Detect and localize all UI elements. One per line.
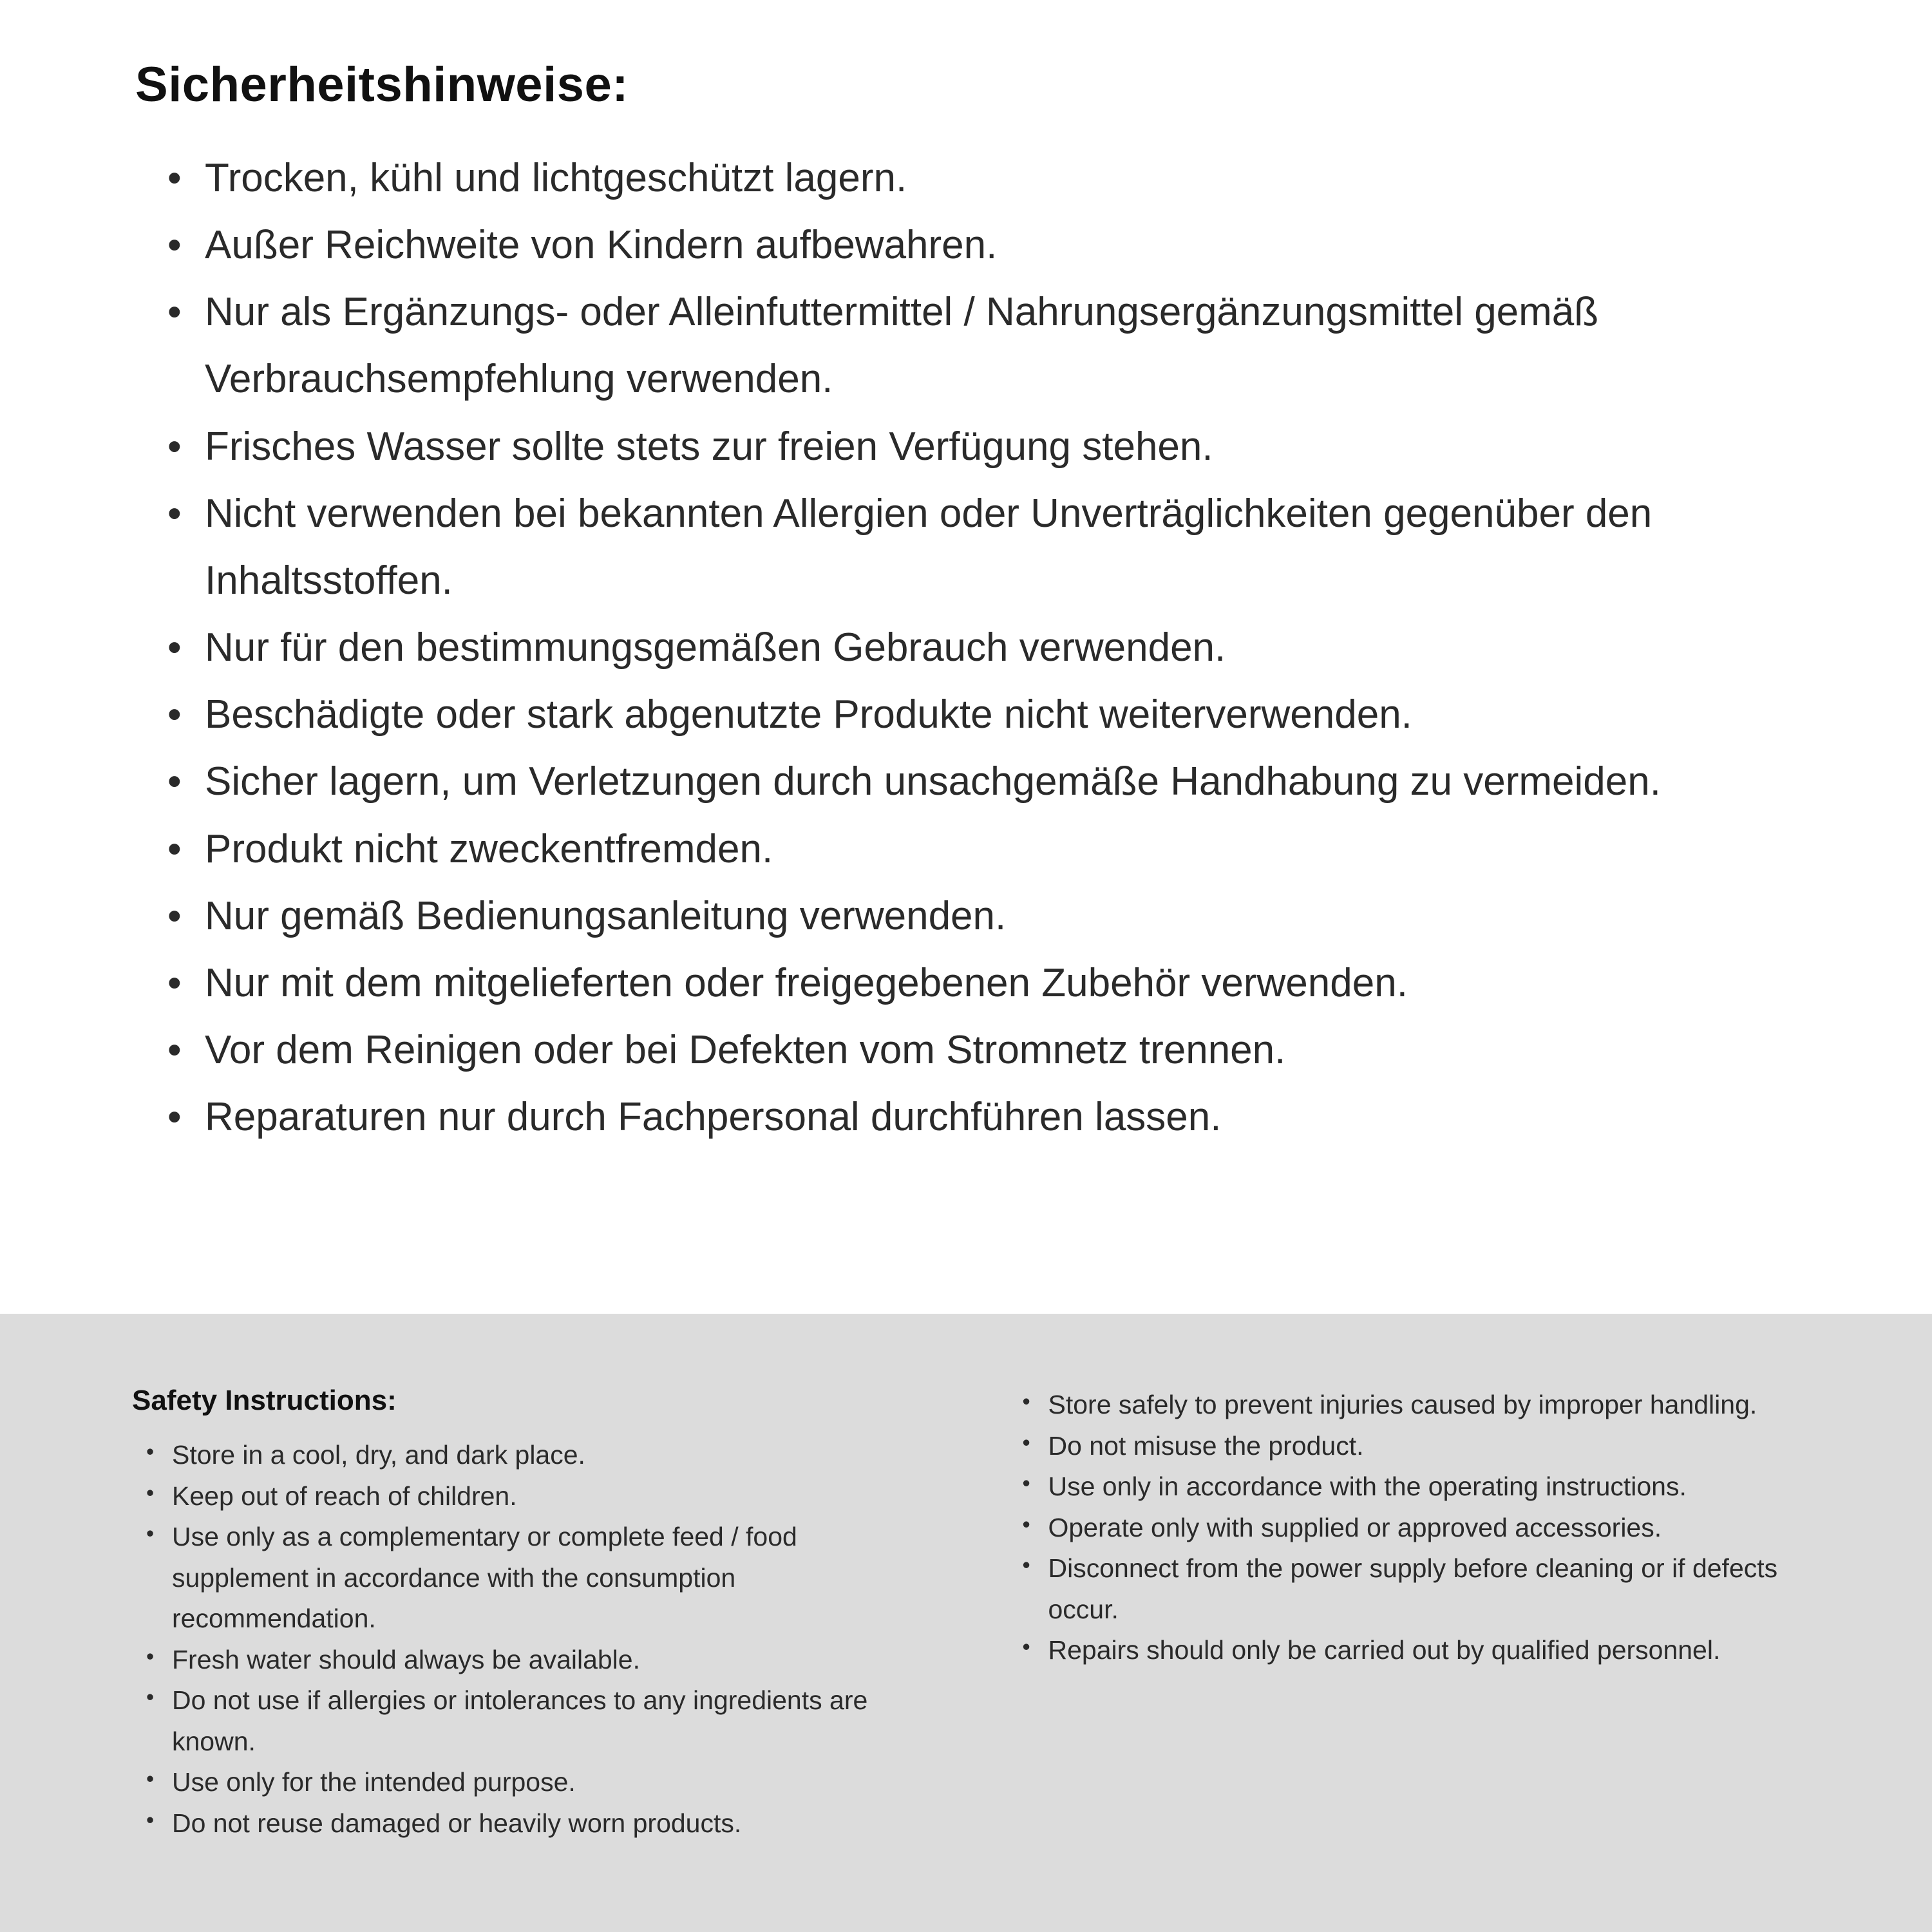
list-item: • Keep out of reach of children. (146, 1476, 939, 1517)
list-item: • Do not misuse the product. (1023, 1426, 1830, 1467)
list-item: • Produkt nicht zweckentfremden. (167, 816, 1855, 883)
list-item: • Disconnect from the power supply before cleaning or if defects occur. (1023, 1548, 1830, 1630)
list-item: • Sicher lagern, um Verletzungen durch unsachgemäße Handhabung zu vermeiden. (167, 748, 1855, 815)
list-item: • Operate only with supplied or approved accessories. (1023, 1508, 1830, 1549)
english-safety-section (0, 1314, 1932, 1932)
list-item: • Nur mit dem mitgelieferten oder freigegebenen Zubehör verwenden. (167, 950, 1855, 1017)
list-item: • Vor dem Reinigen oder bei Defekten vom Stromnetz trennen. (167, 1017, 1855, 1084)
english-safety-list-right (1023, 1385, 1830, 1671)
list-item: • Nicht verwenden bei bekannten Allergien oder Unverträglichkeiten gegenüber den Inhaltsstoffen. (167, 480, 1855, 614)
list-item: • Store safely to prevent injuries caused by improper handling. (1023, 1385, 1830, 1426)
list-item: • Außer Reichweite von Kindern aufbewahren. (167, 212, 1855, 279)
list-item: • Nur als Ergänzungs- oder Alleinfuttermittel / Nahrungsergänzungsmittel gemäß Verbrauchsempfehlung verwenden. (167, 279, 1855, 413)
german-heading: Sicherheitshinweise: (135, 57, 629, 112)
list-item: • Use only in accordance with the operating instructions. (1023, 1466, 1830, 1508)
list-item: • Fresh water should always be available. (146, 1640, 939, 1681)
list-item: • Frisches Wasser sollte stets zur freien Verfügung stehen. (167, 413, 1855, 480)
list-item: • Nur für den bestimmungsgemäßen Gebrauch verwenden. (167, 614, 1855, 681)
list-item: • Beschädigte oder stark abgenutzte Produkte nicht weiterverwenden. (167, 681, 1855, 748)
list-item: • Use only for the intended purpose. (146, 1762, 939, 1803)
list-item: • Use only as a complementary or complete feed / food supplement in accordance with the consumption recommendation. (146, 1517, 939, 1640)
list-item: • Repairs should only be carried out by qualified personnel. (1023, 1630, 1830, 1671)
english-right-column (1023, 1385, 1830, 1893)
english-left-column (132, 1385, 939, 1893)
list-item: • Do not reuse damaged or heavily worn products. (146, 1803, 939, 1844)
english-safety-list-left (132, 1435, 939, 1844)
german-safety-list (135, 145, 1855, 1151)
list-item: • Reparaturen nur durch Fachpersonal durchführen lassen. (167, 1084, 1855, 1151)
english-heading: Safety Instructions: (132, 1385, 397, 1416)
list-item: • Nur gemäß Bedienungsanleitung verwenden. (167, 883, 1855, 950)
list-item: • Trocken, kühl und lichtgeschützt lagern. (167, 145, 1855, 212)
list-item: • Store in a cool, dry, and dark place. (146, 1435, 939, 1476)
list-item: • Do not use if allergies or intolerances to any ingredients are known. (146, 1680, 939, 1762)
